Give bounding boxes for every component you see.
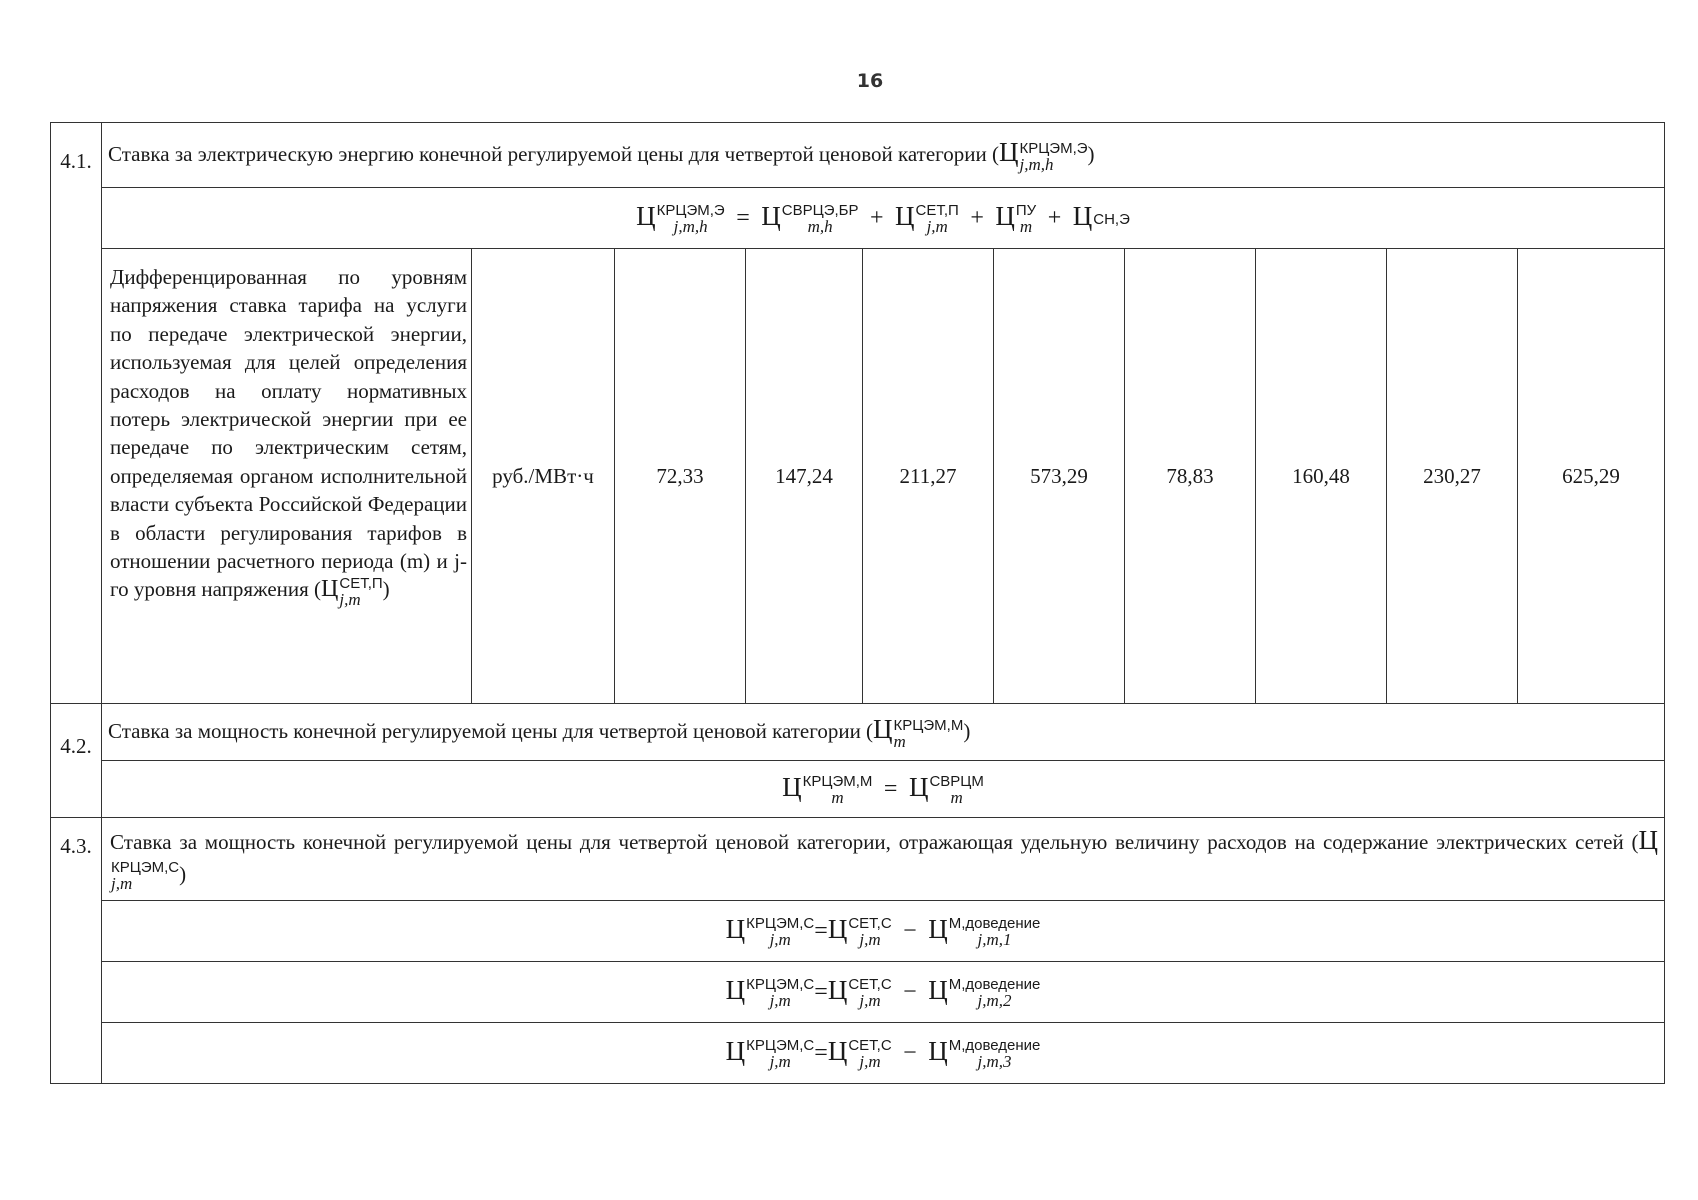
value-cell: 147,24 (746, 249, 863, 704)
section-title: Ставка за мощность конечной регулируемой цены для четвертой ценовой категории (Ц КРЦЭМ,М m ) (102, 704, 1665, 761)
value-cell: 573,29 (994, 249, 1125, 704)
section-4-3-title-row (51, 818, 1665, 901)
value-cell: 625,29 (1518, 249, 1665, 704)
value-cell: 160,48 (1256, 249, 1387, 704)
section-number: 4.2. (51, 704, 102, 818)
section-4-1-title-row (51, 123, 1665, 188)
section-4-2-title-row (51, 704, 1665, 761)
section-4-3-formula-row (51, 962, 1665, 1023)
section-number: 4.1. (51, 123, 102, 704)
formula: Ц КРЦЭМ,С j,m =Ц СЕТ,С j,m − Ц М,доведение j,m,1 (102, 901, 1665, 962)
unit-cell: руб./МВт·ч (472, 249, 615, 704)
section-4-3-formula-row (51, 1023, 1665, 1084)
formula: Ц КРЦЭМ,С j,m =Ц СЕТ,С j,m − Ц М,доведение j,m,3 (102, 1023, 1665, 1084)
formula: Ц КРЦЭМ,М m = Ц СВРЦМ m (102, 761, 1665, 818)
value-cell: 72,33 (615, 249, 746, 704)
value-cell: 78,83 (1125, 249, 1256, 704)
section-title: Ставка за электрическую энергию конечной регулируемой цены для четвертой ценовой категории (Ц КРЦЭМ,Э j,m,h ) (102, 123, 1665, 188)
section-4-3-formula-row (51, 901, 1665, 962)
row-description: Дифференцированная по уровням напряжения ставка тарифа на услуги по передаче электрической энергии, используемая для целей определения расходов на оплату нормативных потерь электрической энергии при ее передаче по электрическим сетям, определяемая органом исполнительной власти субъекта Российской Федерации в области регулирования тарифов в отношении расчетного периода (m) и j-го уровня напряжения (Ц СЕТ,П j,m ) (102, 249, 472, 704)
section-title: Ставка за мощность конечной регулируемой цены для четвертой ценовой категории, отражающая удельную величину расходов на содержание электрических сетей (Ц КРЦЭМ,С j,m ) (102, 818, 1665, 901)
tariff-table (50, 122, 1665, 1084)
section-number: 4.3. (51, 818, 102, 1084)
value-cell: 230,27 (1387, 249, 1518, 704)
value-cell: 211,27 (863, 249, 994, 704)
formula: Ц КРЦЭМ,Э j,m,h = Ц СВРЦЭ,БР m,h + Ц СЕТ,П j,m + Ц ПУ m + Ц СН,Э (102, 188, 1665, 249)
section-4-1-formula-row (51, 188, 1665, 249)
tariff-table-frame (50, 122, 1664, 1096)
price-symbol: Ц (998, 137, 1019, 168)
section-4-1-data-row (51, 249, 1665, 704)
page-number: 16 (856, 70, 884, 92)
section-4-2-formula-row (51, 761, 1665, 818)
formula: Ц КРЦЭМ,С j,m =Ц СЕТ,С j,m − Ц М,доведение j,m,2 (102, 962, 1665, 1023)
